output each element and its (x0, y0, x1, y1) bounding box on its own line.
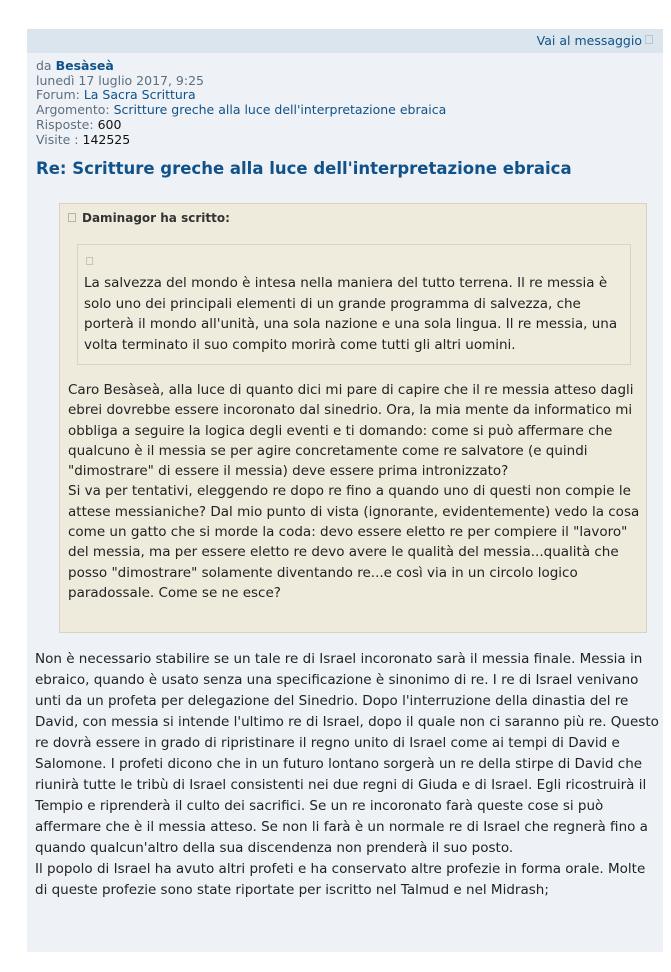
views-label: Visite : (36, 131, 79, 147)
topic-link[interactable]: Scritture greche alla luce dell'interpretazione ebraica (113, 102, 447, 118)
author-link[interactable]: Besàseà (55, 58, 114, 73)
post-topbar (27, 29, 663, 53)
forum-line (36, 88, 663, 103)
quote-author: Daminagor ha scritto: (82, 211, 230, 225)
views-line (36, 133, 663, 148)
blockquote (59, 203, 647, 633)
from-prefix: da (36, 58, 52, 73)
goto-square-icon[interactable] (645, 35, 653, 44)
replies-line (36, 118, 663, 133)
topic-label: Argomento: (36, 102, 110, 118)
replies-count: 600 (97, 116, 122, 132)
nested-blockquote (77, 244, 631, 365)
quote-square-icon[interactable] (68, 213, 76, 222)
views-count: 142525 (82, 131, 131, 147)
post-datetime: lunedì 17 luglio 2017, 9:25 (36, 72, 204, 88)
replies-label: Risposte: (36, 116, 94, 132)
nested-quote-square-icon[interactable] (86, 257, 93, 265)
quote-header (60, 204, 646, 225)
goto-message-link[interactable]: Vai al messaggio (536, 33, 642, 48)
post-body: Non è necessario stabilire se un tale re di Israel incoronato sarà il messia finale. Messia in ebraico, quando è usato senza una specificazione è sinonimo di re. I re di Israel venivano unti da un profeta per delegazione del Sinedrio. Dopo l'interruzione della dinastia del re David, con messia si intende l'ultimo re di Israel, dopo il quale non ci saranno più re. Questo re dovrà essere in grado di ripristinare il regno unito di Israel come ai tempi di David e Salomone. I profeti dicono che in un futuro lontano sorgerà un re della stirpe di David che riunirà tutte le tribù di Israel consistenti nei due regni di Giuda e di Israel. Egli ricostruirà il Tempio e riprenderà il culto dei sacrifici. Se un re incoronato farà queste cose si può affermare che è il messia atteso. Se non li farà è un normale re di Israel che regnerà fino a quando qualcun'altro della sua discendenza non prenderà il suo posto. Il popolo di Israel ha avuto altri profeti e ha conservato altre profezie in forma orale. Molte di queste profezie sono state riportate per iscritto nel Talmud e nel Midrash; (35, 651, 659, 898)
author-line (36, 59, 663, 74)
quote-text: Caro Besàseà, alla luce di quanto dici mi pare di capire che il re messia atteso dagli ebrei dovrebbe essere incoronato dal sinedrio. Ora, la mia mente da informatico mi obbliga a seguire la logica degli eventi e ti domando: come si può affermare che qualcuno è il messia se per agire concretamente come re salvatore (e quindi "dimostrare" di essere il messia) deve essere prima intronizzato? Si va per tentativi, eleggendo re dopo re fino a quando uno di questi non compie le attese messianiche? Dal mio punto di vista (ignorante, evidentemente) vedo la cosa come un gatto che si morde la coda: devo essere eletto re per compiere il "lavoro" del messia, ma per essere eletto re devo avere le qualità del messia...qualità che posso "dimostrare" solamente diventando re...e così via in un circolo logico paradossale. Come se ne esce? (68, 382, 640, 601)
post-title[interactable]: Re: Scritture greche alla luce dell'interpretazione ebraica (36, 159, 572, 179)
forum-label: Forum: (36, 87, 80, 103)
post-meta (27, 53, 663, 147)
nested-quote-text: La salvezza del mondo è intesa nella maniera del tutto terrena. Il re messia è solo uno dei principali elementi di un grande programma di salvezza, che porterà il mondo all'unità, una sola nazione e una sola lingua. Il re messia, una volta terminato il suo compito morirà come tutti gli altri uomini. (84, 275, 618, 353)
post-container (27, 29, 663, 952)
forum-link[interactable]: La Sacra Scrittura (83, 87, 196, 103)
topic-line (36, 103, 663, 118)
